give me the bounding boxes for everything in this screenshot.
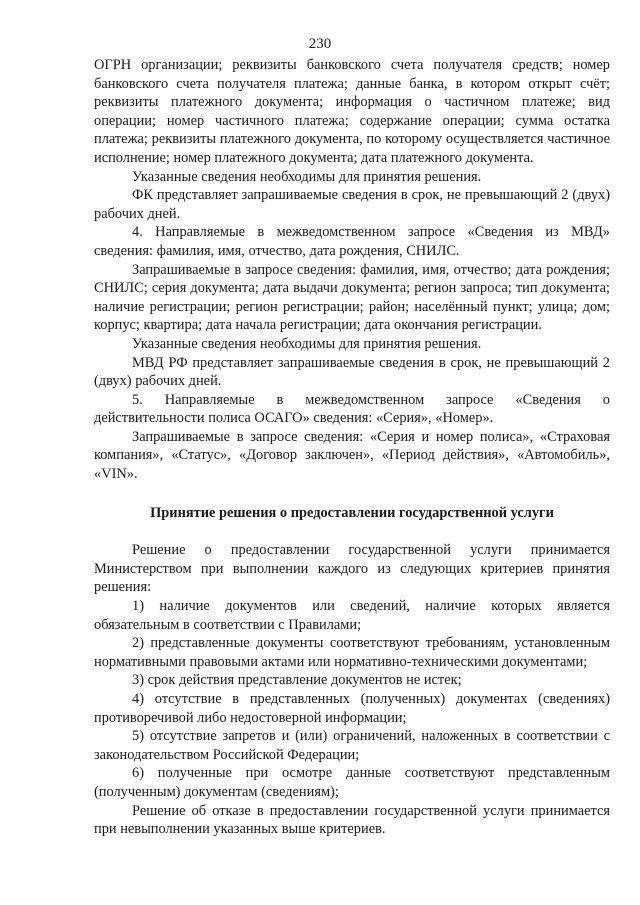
criterion-1: 1) наличие документов или сведений, наличие которых является обязательным в соответствии с Правилами;: [94, 598, 610, 633]
spacer: [94, 484, 610, 504]
paragraph-refusal-decision: Решение об отказе в предоставлении государственной услуги принимается при невыполнении указанных выше критериев.: [94, 802, 610, 838]
section-heading: Принятие решения о предоставлении государственной услуги: [150, 504, 554, 521]
paragraph-info-needed-2: Указанные сведения необходимы для принятия решения.: [132, 335, 482, 352]
paragraph-fk-deadline: ФК представляет запрашиваемые сведения в срок, не превышающий 2 (двух) рабочих дней.: [94, 187, 610, 222]
paragraph-decision-criteria-intro: Решение о предоставлении государственной услуги принимается Министерством при выполнении каждого из следующих критериев принятия решения:: [94, 542, 610, 596]
paragraph-mvd-requested-info: Запрашиваемые в запросе сведения: фамилия, имя, отчество; дата рождения; СНИЛС; серия документа; дата выдачи документа; регион запроса; тип документа; наличие регистрации; регион регистрации; район; населённый пункт; улица; дом; корпус; квартира; дата начала регистрации; дата окончания регистрации.: [94, 261, 610, 334]
document-body: [94, 56, 610, 839]
paragraph-osago-request: 5. Направляемые в межведомственном запросе «Сведения о действительности полиса ОСАГО» сведения: «Серия», «Номер».: [94, 391, 610, 427]
criterion-5: 5) отсутствие запретов и (или) ограничений, наложенных в соответствии с законодательством Российской Федерации;: [94, 728, 610, 763]
paragraph-ogrn-details: ОГРН организации; реквизиты банковского счета получателя средств; номер банковского счета получателя платежа; данные банка, в котором открыт счёт; реквизиты платежного документа; информация о частичном платеже; вид операции; номер частичного платежа; содержание операции; сумма остатка платежа; реквизиты платежного документа, по которому осуществляется частичное исполнение; номер платежного документа; дата платежного документа.: [94, 57, 610, 166]
paragraph-mvd-request: 4. Направляемые в межведомственном запросе «Сведения из МВД» сведения: фамилия, имя, отчество, дата рождения, СНИЛС.: [94, 224, 610, 259]
criterion-2: 2) представленные документы соответствуют требованиям, установленным нормативными правовыми актами или нормативно-техническими документами;: [94, 635, 610, 670]
criterion-3: 3) срок действия представление документов не истек;: [132, 672, 462, 689]
paragraph-mvd-deadline: МВД РФ представляет запрашиваемые сведения в срок, не превышающий 2 (двух) рабочих дней.: [94, 354, 610, 390]
criterion-4: 4) отсутствие в представленных (полученных) документах (сведениях) противоречивой либо недостоверной информации;: [94, 691, 610, 726]
paragraph-osago-requested-info: Запрашиваемые в запросе сведения: «Серия и номер полиса», «Страховая компания», «Статус», «Договор заключен», «Период действия», «Автомобиль», «VIN».: [94, 428, 610, 483]
page-number: 230: [308, 36, 332, 52]
criterion-6: 6) полученные при осмотре данные соответствуют представленным (полученным) документам (сведениям);: [94, 765, 610, 800]
paragraph-info-needed-1: Указанные сведения необходимы для принятия решения.: [132, 168, 482, 185]
spacer: [94, 522, 610, 541]
